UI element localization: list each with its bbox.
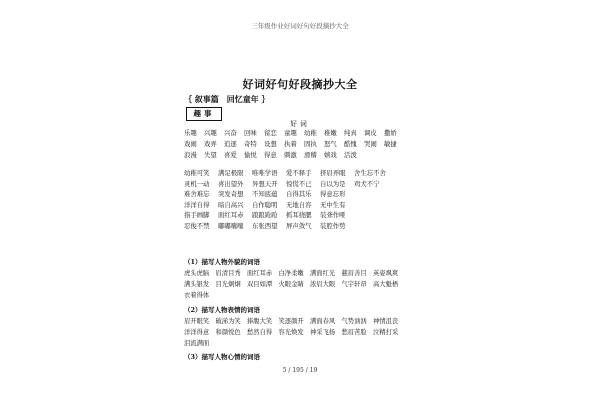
phrase: 指手画脚 [184,211,210,220]
word: 纯真 [344,129,357,137]
word: 幼稚 [304,129,317,137]
word: 嬉戏 [324,151,337,159]
phrase: 浓眉大眼 [310,281,336,288]
phrase: 暗自高兴 [218,200,244,209]
phrase: 神情沮丧 [373,318,399,325]
word-row [184,128,404,139]
page-number: 5 / 195 / 19 [282,367,318,374]
word: 浪漫 [184,151,197,159]
running-header: 三年级作业好词好句好段摘抄大全 [251,22,349,30]
word: 兴奋 [224,129,237,137]
phrase: 忍俊不禁 [184,221,210,230]
phrase: 捧腹大笑 [247,318,273,325]
phrase: 双目如潭 [247,281,273,288]
phrase-row [184,179,388,190]
word: 得意 [264,151,277,159]
word: 调皮 [364,129,377,137]
phrase: 面红耳赤 [247,270,273,277]
phrase: 无中生有 [320,200,346,209]
phrase: 突发奇想 [218,190,244,199]
phrase: 唯唯学语 [252,169,278,177]
word: 撒娇 [384,129,397,137]
phrase: 泪流满面 [184,340,210,347]
word: 留恋 [264,129,277,137]
word: 戏闹 [184,140,197,148]
phrase: 破涕为笑 [215,318,241,325]
phrase: 泣精打采 [373,329,399,336]
phrase-row [184,316,405,327]
phrase: 不知底蕴 [252,190,278,199]
phrase: 自得其乐 [286,190,312,199]
phrase: 自以为是 [320,179,346,188]
section-heading: ｛ 叙事篇 回忆童年 ｝ [184,94,270,104]
expression-phrase-list [184,316,405,349]
phrase: 衣着得体 [184,292,210,299]
phrase: 满足极限 [218,169,244,177]
phrase: 气势汹汹 [341,318,367,325]
word: 愉悦 [244,151,257,159]
word: 固执 [304,140,317,148]
phrase: 洋洋自得 [184,200,210,209]
word: 怒气 [324,140,337,148]
word: 滑稽 [304,151,317,159]
phrase: 笑逐颜开 [278,318,304,325]
word: 哭闹 [364,140,377,148]
phrase: 愁然自得 [247,329,273,336]
phrase-row [184,210,388,221]
word: 童趣 [284,129,297,137]
phrase-row [184,290,405,301]
phrase-row [184,268,405,279]
phrase: 屏声敛气 [286,221,312,230]
phrase: 抓耳挠腮 [286,211,312,220]
phrase: 虎头虎脑 [184,270,210,277]
word: 敏捷 [384,140,397,148]
phrase-row [184,200,388,211]
phrase: 高大魁梧 [373,281,399,288]
phrase: 装聋作哑 [320,211,346,220]
phrase-row [184,279,405,290]
document-title: 好词好句好段摘抄大全 [242,78,358,91]
words-label: 好词 [290,120,310,128]
phrase: 白净柔嫩 [278,270,304,277]
phrase: 自作聪明 [252,200,278,209]
word: 酷愧 [344,140,357,148]
phrase: 异想天开 [252,179,278,188]
word: 回味 [244,129,257,137]
word: 喜爱 [224,151,237,159]
phrase: 火眼金睛 [278,281,304,288]
word: 乐趣 [184,129,197,137]
phrase: 得意忘形 [320,190,346,199]
phrase: 嘟嘟囔囔 [218,221,244,230]
word: 戏弄 [204,140,217,148]
phrase-row [184,189,388,200]
category-heading-expression: （2）描写人物表情的词语 [184,306,261,314]
phrase-row [184,168,388,179]
phrase: 灵机一动 [184,179,210,188]
phrase: 喜出望外 [218,179,244,188]
word: 追逐 [224,140,237,148]
category-heading-mood: （3）描写人物心情的词语 [184,353,261,361]
word: 奇特 [244,140,257,148]
word-row [184,150,404,161]
phrase: 眉清目秀 [215,270,241,277]
phrase: 愁眉苦脸 [341,329,367,336]
phrase: 洋洋得意 [184,329,210,336]
phrase: 幼稚可笑 [184,169,210,177]
word-row [184,139,404,150]
phrase: 鸡犬不宁 [354,179,380,188]
phrase: 满面春风 [310,318,336,325]
subsection-label-box: 趣事 [186,107,222,121]
phrase: 气宇轩昂 [341,281,367,288]
appearance-phrase-list [184,268,405,301]
phrase: 舍生忘不舍 [354,169,386,177]
word: 活泼 [344,151,357,159]
phrase: 踉踉跄跄 [252,211,278,220]
word: 失望 [204,151,217,159]
phrase: 眉开眼笑 [184,318,210,325]
phrase: 装腔作势 [320,221,346,230]
phrase: 目光炯炯 [215,281,241,288]
phrase-row [184,221,388,232]
phrase-row [184,338,405,349]
phrase: 和颜悦色 [215,329,241,336]
phrase: 满面红光 [310,270,336,277]
two-char-word-grid [184,128,404,161]
phrase: 英姿飒爽 [373,270,399,277]
word: 设想 [264,140,277,148]
phrase: 慈眉善目 [341,270,367,277]
phrase: 面红耳赤 [218,211,244,220]
phrase-row [184,327,405,338]
phrase: 东张西望 [252,221,278,230]
word: 执着 [284,140,297,148]
phrase: 挤眉弄眼 [320,169,346,177]
phrase: 惊慌不已 [286,179,312,188]
phrase: 爱不释手 [286,169,312,177]
category-heading-appearance: （1）描写人物外貌的词语 [184,258,261,266]
phrase: 难舍难忘 [184,190,210,199]
four-char-word-grid [184,168,388,232]
phrase: 容光焕发 [278,329,304,336]
word: 兴趣 [204,129,217,137]
phrase: 无地自容 [286,200,312,209]
word: 稚嫩 [324,129,337,137]
phrase: 满头银发 [184,281,210,288]
word: 刺激 [284,151,297,159]
phrase: 神采飞扬 [310,329,336,336]
